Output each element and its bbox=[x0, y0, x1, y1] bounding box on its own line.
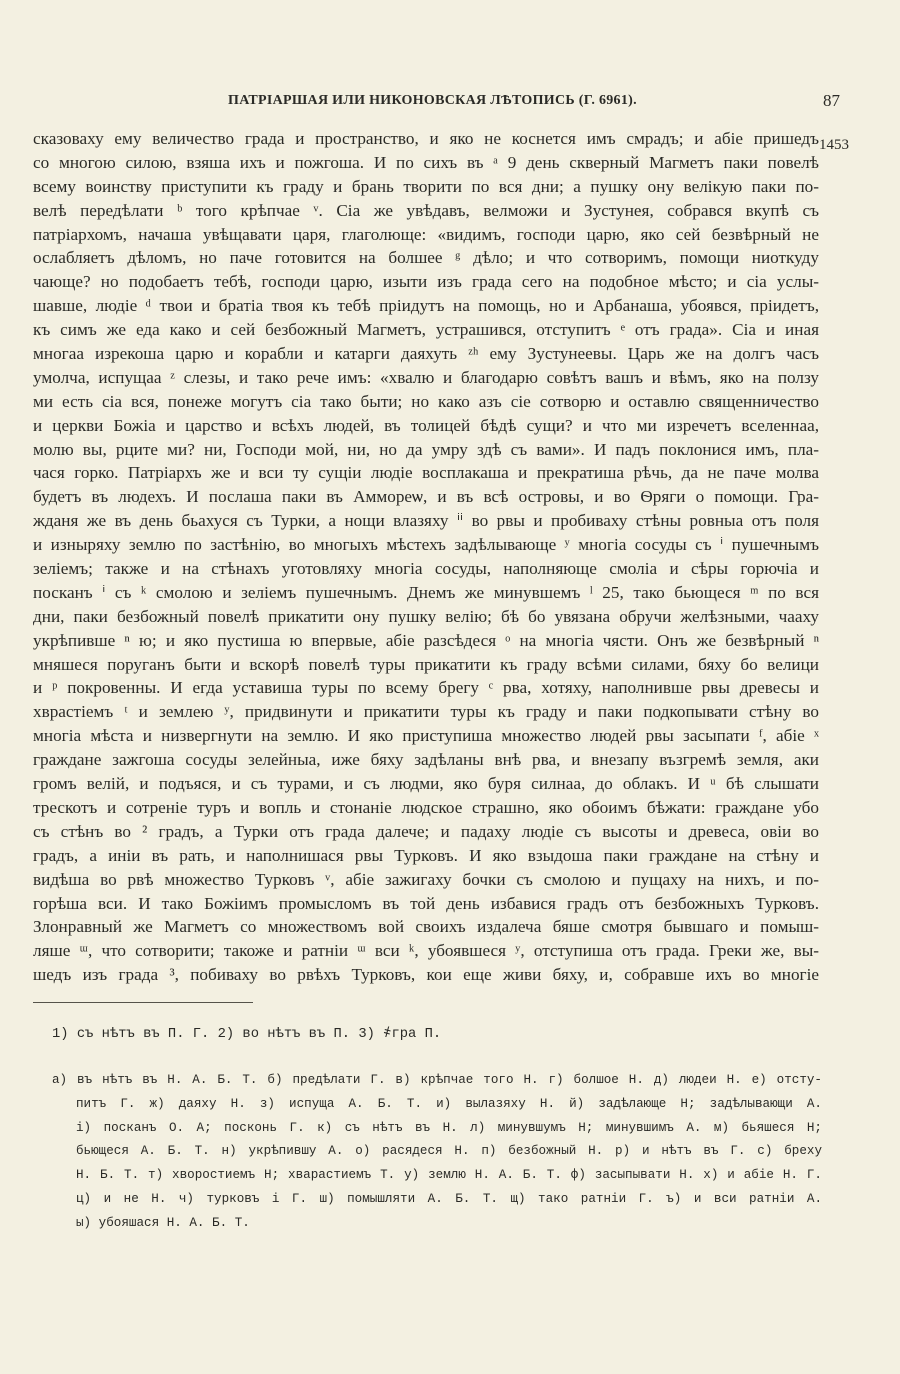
text-line: съ стѣнъ во ² градъ, а Турки отъ града далече; и падаху людіе съ высоты и древеса, овіи во bbox=[33, 821, 819, 841]
footnote-line: бьющеся А. Б. Т. н) укрѣпившу А. о) расядеся Н. п) безбожный Н. р) и нѣтъ въ Г. с) бреху bbox=[76, 1144, 822, 1159]
footnote-line: Н. Б. Т. т) хворостиемъ Н; хварастиемъ Т. у) землю Н. А. Б. Т. ф) засыпывати Н. х) и абіе Н. Г. bbox=[76, 1168, 822, 1183]
text-line: шедъ изъ града ³, побиваху во рвѣхъ Турковъ, кои еще живи бяху, и, собравше ихъ во многіе bbox=[33, 965, 819, 985]
footnote-line: питъ Г. ж) даяху Н. з) испуща А. Б. Т. и) вылазяху Н. й) задѣлающе Н; задѣлывающи А. bbox=[76, 1096, 822, 1111]
text-line: громъ велій, и подъяся, и съ турами, и съ людми, яко буря силнаа, до облакъ. И ᵘ бѣ слышати bbox=[33, 774, 819, 794]
text-line: будетъ въ людехъ. И послаша паки въ Аммореѡ, и въ всѣ островы, и во Ѳряги о помощи. Гра- bbox=[33, 487, 819, 507]
text-line: сказоваху ему величество града и пространство, и яко не коснется имъ смрадъ; и абіе пришедъ bbox=[33, 129, 819, 148]
text-line: шавше, людіе ᵈ твои и братіа твоя къ тебѣ пріидутъ на помощь, но и Арбанаша, убоявся, пріидетъ, bbox=[33, 296, 819, 316]
text-line: ми есть сіа вся, понеже могутъ сіа тако быти; но како азъ сіе сотворю и оставлю священничество bbox=[33, 391, 819, 411]
text-line: со многою силою, взяша ихъ и пожгоша. И по сихъ въ ᵃ 9 день скверный Магметъ паки повелѣ bbox=[33, 152, 819, 172]
footnote-divider bbox=[33, 1002, 253, 1003]
text-line: зеліемъ; также и на стѣнахъ уготовляху многіа сосуды, наполняюще смоліа и сѣры горючіа и bbox=[33, 559, 819, 579]
text-line: хврастіемъ ᵗ и землею ʸ, придвинути и прикатити туры къ граду и паки подкопывати стѣну во bbox=[33, 702, 819, 722]
margin-year: 1453 bbox=[819, 137, 849, 153]
main-text bbox=[33, 127, 819, 987]
lettered-footnotes bbox=[52, 1069, 822, 1236]
text-line: градъ, а иніи въ рать, и наполнишася рвы Турковъ. И яко взыдоша паки граждане на стѣну и bbox=[33, 845, 819, 865]
text-line: многаа изрекоша царю и корабли и катарги даяхуть ᶻʰ ему Зустунеевы. Царь же на долгъ часъ bbox=[33, 344, 819, 364]
page-number: 87 bbox=[823, 91, 840, 110]
text-line: мняшеся поруганъ быти и вскорѣ повелѣ туры прикатити къ граду всѣми силами, бяху бо велици bbox=[33, 654, 819, 674]
text-line: горѣша вси. И тако Божіимъ промысломъ въ той день избавися градъ отъ безбожныхъ Турковъ. bbox=[33, 893, 819, 913]
text-line: многіа мѣста и низвергнути на землю. И яко приступиша множество людей рвы засыпати ᶠ, абіе ˣ bbox=[33, 726, 819, 746]
footnote-line: ц) и не Н. ч) турковъ і Г. ш) помышляти А. Б. Т. щ) тако ратніи Г. ъ) и вси ратніи А. bbox=[76, 1191, 822, 1206]
text-line: молю вы, рците ми? ни, Господи мой, ни, но да умру здѣ съ вами». И падъ поклонися имъ, пла- bbox=[33, 439, 819, 459]
text-line: и церкви Божіа и царство и всѣхъ людей, въ толицей бѣдѣ сущи? и что ми изречетъ вселеннаа, bbox=[33, 415, 819, 435]
footnote-line: і) посканъ О. А; посконь Г. к) съ нѣтъ въ Н. л) минувшумъ Н; минувшимъ А. м) бьяшеся Н; bbox=[76, 1120, 822, 1135]
text-line: и изныряху землю по застѣнію, во многыхъ мѣстехъ задѣлывающе ʸ многіа сосуды съ ⁱ пушечнымъ bbox=[33, 535, 819, 555]
text-line: видѣша во рвѣ множество Турковъ ᵛ, абіе зажигаху бочки съ смолою и пущаху на нихъ, и по- bbox=[33, 869, 819, 889]
text-line: всему воинству приступити къ граду и брань творити по вся дни; а пушку ону велікую паки по- bbox=[33, 176, 819, 196]
footnote-line: а) въ нѣтъ въ Н. А. Б. Т. б) предѣлати Г. в) крѣпчае того Н. г) болшое Н. д) людеи Н. е) отсту- bbox=[52, 1073, 822, 1087]
text-line: жданя же въ день бьахуся съ Турки, а нощи влазяху ⁱⁱ во рвы и пробиваху стѣны ровныа отъ поля bbox=[33, 511, 819, 531]
text-line: ляше ᵚ, что сотворити; такоже и ратніи ᵚ вси ᵏ, убоявшеся ʸ, отступиша отъ града. Греки же, вы- bbox=[33, 941, 819, 961]
text-line: укрѣпивше ⁿ ю; и яко пустиша ю впервые, абіе разсѣдеся ᵒ на многіа чясти. Онъ же безвѣрный ⁿ bbox=[33, 630, 819, 650]
text-line: трескотъ и сотреніе туръ и вопль и стонаніе людское страшно, яко обоимъ бѣжати: граждане убо bbox=[33, 797, 819, 817]
text-line: умолча, испущаа ᶻ слезы, и тако рече имъ: «хвалю и благодарю совѣтъ вашъ и вѣмъ, яко на ползу bbox=[33, 367, 819, 387]
text-line: граждане зажгоша сосуды зелейныа, иже бяху задѣланы внѣ рва, и внезапу възгремѣ земля, аки bbox=[33, 750, 819, 770]
text-line: чающе? но подобаетъ тебѣ, господи царю, изыти изъ града сего на подобное мѣсто; и сіа услы- bbox=[33, 272, 819, 292]
text-line: и ᵖ покровенны. И егда уставиша туры по всему брегу ᶜ рва, хотяху, наполнивше рвы древесы и bbox=[33, 678, 819, 698]
text-line: чася горко. Патріархъ же и вси ту сущіи людіе восплакаша и прекратиша рѣчь, да не паче молва bbox=[33, 463, 819, 483]
text-line: посканъ ⁱ съ ᵏ смолою и зеліемъ пушечнымъ. Днемъ же минувшемъ ˡ 25, тако бьющеся ᵐ по вся bbox=[33, 582, 819, 602]
running-title: ПАТРІАРШАЯ ИЛИ НИКОНОВСКАЯ ЛѢТОПИСЬ (Г. 6961). bbox=[228, 93, 637, 108]
text-line: дни, паки безбожный повелѣ прикатити ону пушку велію; бѣ бо увязана обручи желѣзными, чааху bbox=[33, 606, 819, 626]
numeric-footnotes: 1) съ нѣтъ въ П. Г. 2) во нѣтъ въ П. 3) ҂гра П. bbox=[52, 1027, 442, 1042]
footnote-line: ы) убояшася Н. А. Б. Т. bbox=[76, 1215, 250, 1230]
text-line: патріархомъ, начаша увѣщавати царя, глаголюще: «видимъ, господи царю, яко сей безвѣрный не bbox=[33, 224, 819, 244]
text-line: Злонравный же Магметъ со множествомъ вой своихъ издалеча бяше смотря бывшаго и помыш- bbox=[33, 917, 819, 937]
text-line: велѣ передѣлати ᵇ того крѣпчае ᵛ. Сіа же увѣдавъ, велможи и Зустунея, собрався вкупѣ съ bbox=[33, 200, 819, 220]
text-line: къ симъ же еда како и сей безбожный Магметъ, устрашився, отступитъ ᵉ отъ града». Сіа и иная bbox=[33, 320, 819, 340]
text-line: ослабляетъ дѣломъ, но паче готовится на болшее ᵍ дѣло; и что сотворимъ, помощи ниоткуду bbox=[33, 248, 819, 268]
